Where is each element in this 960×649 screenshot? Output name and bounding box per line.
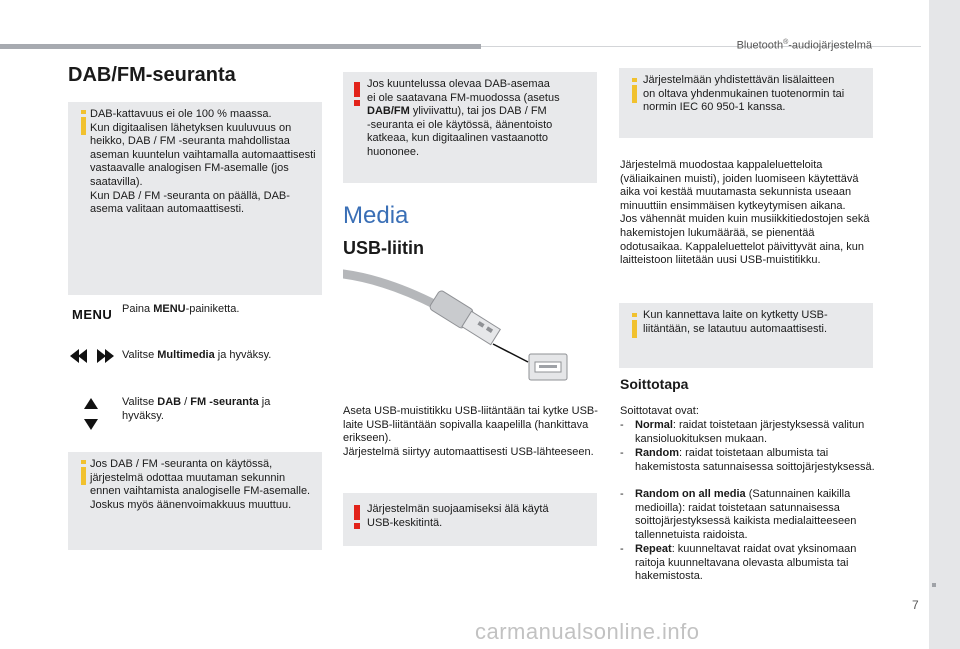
running-header xyxy=(737,39,872,52)
header-title-suffix: -audiojärjestelmä xyxy=(788,39,872,52)
usb-heading: USB-liitin xyxy=(343,238,424,258)
step-select-dab-fm xyxy=(122,396,270,423)
warning-box-usb-hub xyxy=(343,493,597,546)
list-term: Random xyxy=(635,447,679,459)
usb-connector-illustration xyxy=(343,268,573,388)
usb-instructions: Aseta USB-muistitikku USB-liitäntään tai kytke USB-laite USB-liitäntään sopivalla kaapelilla (hankittava erikseen). Järjestelmä siirtyy automaattisesti USB-lähteeseen. xyxy=(343,405,598,458)
step-select-multimedia xyxy=(122,349,271,363)
list-body xyxy=(635,419,885,446)
list-term: Random on all media xyxy=(635,488,746,500)
step3-bold2: FM -seuranta xyxy=(190,396,259,408)
playmode-intro: Soittotavat ovat: xyxy=(620,405,699,417)
info-box-iec-standard xyxy=(619,68,873,138)
info-box-text: Järjestelmään yhdistettävän lisälaitteen on oltava yhdenmukainen tuotenormin tai normin IEC 60 950-1 kanssa. xyxy=(643,74,845,114)
warning-text-bold: DAB/FM xyxy=(367,105,410,118)
menu-button-icon: MENU xyxy=(72,307,113,322)
info-icon xyxy=(627,313,643,338)
info-box-text: DAB-kattavuus ei ole 100 % maassa. Kun digitaalisen lähetyksen kuuluvuus on heikko, DAB / FM -seuranta mahdollistaa aseman kuuntelun vaihtamalla automaattisesti vastaavalle analogisen FM-asemalle (jos saatavilla). Kun DAB / FM -seuranta on päällä, DAB-asema valitaan automaattisesti. xyxy=(90,108,316,216)
warning-box-dab-fm xyxy=(343,72,597,183)
info-box-text: Kun kannettava laite on kytketty USB- liitäntään, se latautuu automaattisesti. xyxy=(643,309,828,335)
list-term: Repeat xyxy=(635,543,672,555)
info-box-dab-fm-switch xyxy=(68,452,322,550)
list-body xyxy=(635,543,885,584)
page-marker xyxy=(932,583,936,587)
list-dash: - xyxy=(620,543,624,555)
media-heading: Media xyxy=(343,202,409,229)
step1-bold: MENU xyxy=(153,303,186,315)
list-term: Normal xyxy=(635,419,673,431)
list-desc: : raidat toistetaan albumista tai hakemistosta satunnaisessa soittojärjestyksessä. xyxy=(635,447,875,473)
playlist-info-text: Järjestelmä muodostaa kappaleluetteloita (väliaikainen muisti), joiden luomiseen käytettävä aika voi kestää muutamasta sekunnista useaan minuuttiin ensimmäisen kytkeytymisen aikana. Jos vähennät muiden kuin musiikkitiedostojen sekä hakemistojen lukumäärää, se pienentää odotusaikaa. Kappaleluettelot päivittyvät aina, kun laitteistoon liitetään uusi USB-muistitikku. xyxy=(620,159,870,267)
watermark: carmanualsonline.info xyxy=(475,619,700,644)
step2-pre: Valitse xyxy=(122,349,158,361)
list-dash: - xyxy=(620,419,624,431)
info-icon xyxy=(627,78,643,103)
warning-box-text xyxy=(367,78,593,160)
warning-box-text: Järjestelmän suojaamiseksi älä käytä USB-keskitintä. xyxy=(367,503,549,529)
warning-text-post: yliviivattu), tai jos DAB / FM -seuranta ei ole käytössä, äänentoisto katkeaa, kun digitaalinen vastaanotto huononee. xyxy=(367,105,553,158)
list-dash: - xyxy=(620,488,624,500)
playmode-heading: Soittotapa xyxy=(620,376,689,392)
info-box-dab-coverage xyxy=(68,102,322,295)
info-box-charging xyxy=(619,303,873,368)
list-body xyxy=(635,488,885,542)
list-desc: : kuunneltavat raidat ovat yksinomaan raitoja kuunneltavana olevasta albumista tai hakemistosta. xyxy=(635,543,857,583)
up-down-arrows-icon xyxy=(84,398,98,430)
step3-pre: Valitse xyxy=(122,396,158,408)
step3-post: ja hyväksy. xyxy=(122,396,271,422)
warning-icon xyxy=(351,82,363,106)
header-title-prefix: Bluetooth xyxy=(736,39,784,52)
warning-icon xyxy=(351,505,363,529)
step3-bold: DAB xyxy=(157,396,182,408)
list-desc: (Satunnainen kaikilla medioilla): raidat toistetaan satunnaisessa soittojärjestyksessä kaikista medialaitteeseen tallennetuista raidoista. xyxy=(635,488,857,541)
page-number: 7 xyxy=(912,598,919,612)
section-title: DAB/FM-seuranta xyxy=(68,64,236,86)
list-dash: - xyxy=(620,447,624,459)
info-box-text: Jos DAB / FM -seuranta on käytössä, järjestelmä odottaa muutaman sekunnin ennen vaihtamista analogiselle FM-asemalle. Joskus myös äänenvoimakkuus muuttuu. xyxy=(90,458,311,511)
side-strip xyxy=(929,0,960,649)
list-desc: : raidat toistetaan järjestyksessä valitun kansioluokituksen mukaan. xyxy=(635,419,865,445)
step2-post: ja hyväksy. xyxy=(214,349,272,361)
step1-post: -painiketta. xyxy=(185,303,240,315)
step3-mid: / xyxy=(181,396,191,408)
header-title-sup: ® xyxy=(783,39,789,46)
left-right-arrows-icon xyxy=(70,349,114,363)
list-body xyxy=(635,447,885,474)
warning-text-pre: Jos kuuntelussa olevaa DAB-asemaa ei ole saatavana FM-muodossa (asetus xyxy=(367,78,560,104)
step1-pre: Paina xyxy=(122,303,154,315)
step-press-menu xyxy=(122,303,239,317)
step2-bold: Multimedia xyxy=(157,349,215,361)
header-rule-dark xyxy=(0,44,481,49)
